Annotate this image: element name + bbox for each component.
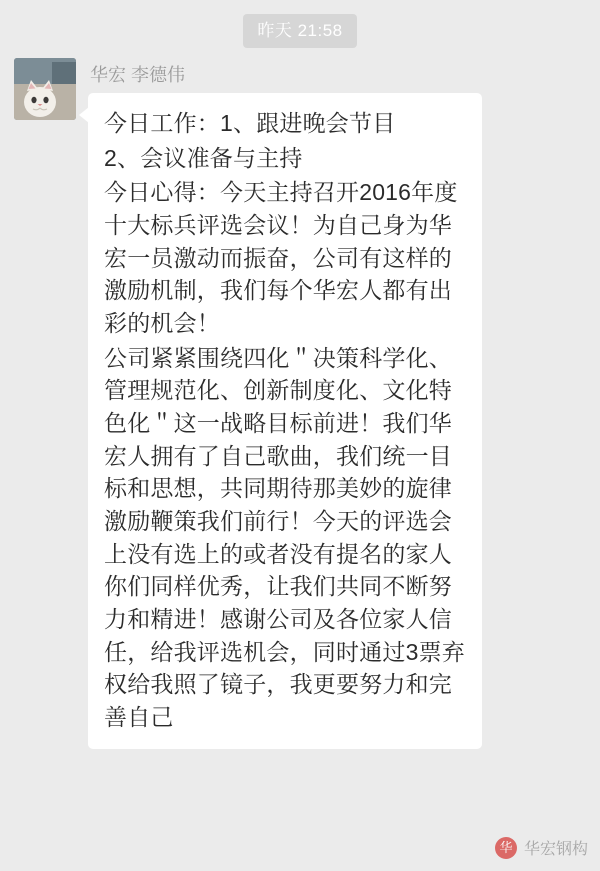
watermark-label: 华宏钢构 [523,841,588,858]
message-line: 公司紧紧围绕四化＂决策科学化、管理规范化、创新制度化、文化特色化＂这一战略目标前进！我们华宏人拥有了自己歌曲，我们统一目标和思想，共同期待那美妙的旋律激励鞭策我们前行！今天的评选会上没有选上的或者没有提名的家人你们同样优秀，让我们共同不断努力和精进！感谢公司及各位家人信任，给我评选机会，同时通过3票弃权给我照了镜子，我更要努力和完善自己 [104,344,465,730]
message-line: 今日工作：1、跟进晚会节目 [104,110,396,136]
timestamp-row [0,0,600,58]
avatar[interactable] [14,58,76,120]
message-timestamp: 昨天 21:58 [243,14,356,48]
sender-name: 华宏 李德伟 [90,65,186,85]
message-line: 今日心得：今天主持召开2016年度十大标兵评选会议！为自己身为华宏一员激动而振奋，公司有这样的激励机制，我们每个华宏人都有出彩的机会！ [104,179,458,336]
watermark [495,836,588,859]
message-line: 2、会议准备与主持 [104,144,303,171]
chat-message [0,58,600,749]
message-column [88,58,482,749]
huahong-logo-icon: 华 [495,837,517,859]
message-bubble[interactable] [88,93,482,749]
cat-photo-avatar-icon [14,58,76,120]
